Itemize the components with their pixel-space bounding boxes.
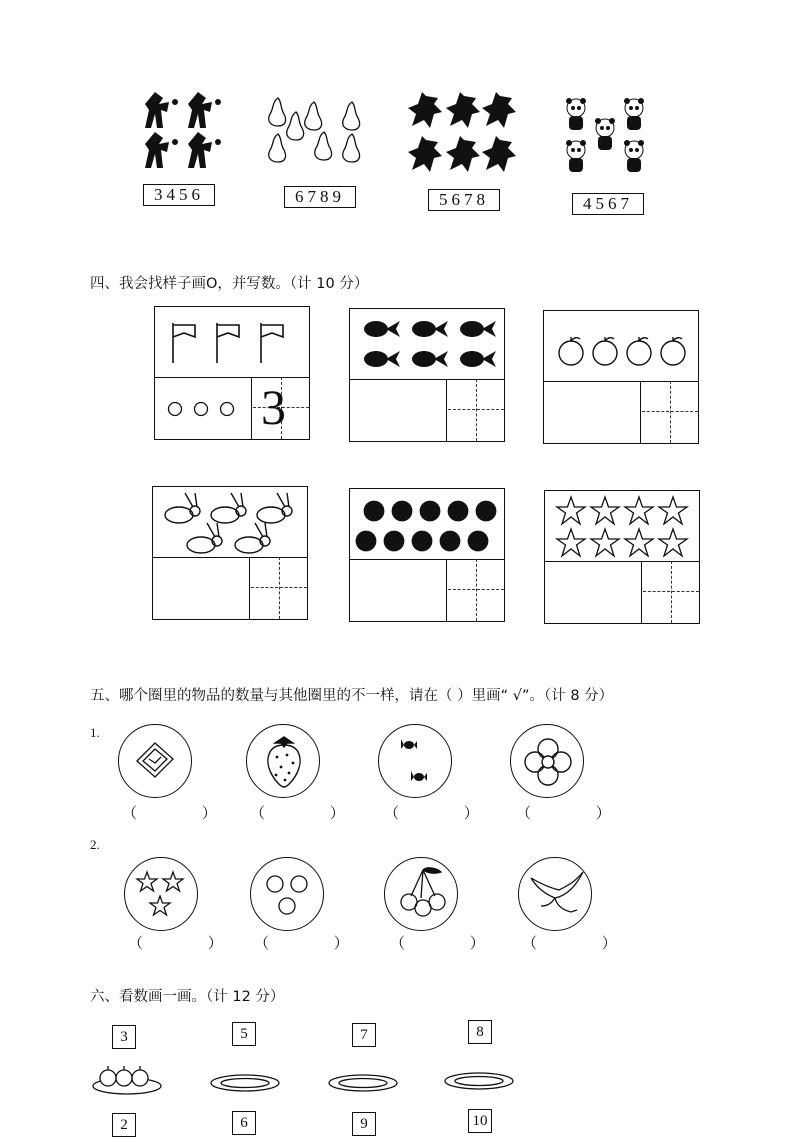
cherry-icon (397, 866, 449, 924)
write-number-box[interactable] (448, 379, 504, 441)
question-number: 2. (90, 837, 100, 852)
circle-bird (518, 857, 592, 931)
section4-title: 四、我会找样子画O，并写数。（计 10 分） (90, 276, 369, 292)
choice-box: 3456 (143, 184, 215, 206)
count-card-rabbits (152, 486, 308, 620)
plate-icon (442, 1070, 516, 1094)
draw-circle-area[interactable] (350, 559, 447, 621)
goldfish-icon (358, 317, 498, 375)
number-box: 3 (112, 1025, 136, 1049)
flag-icon (169, 321, 299, 365)
number-box: 5 (232, 1022, 256, 1046)
count-card-apples (543, 310, 699, 444)
answer-paren[interactable]: （ ） (390, 934, 515, 952)
example-answer: 3 (261, 379, 286, 435)
number-box: 10 (468, 1109, 492, 1133)
answer-paren[interactable]: （ ） (254, 934, 379, 952)
write-number-box[interactable] (448, 559, 504, 621)
section6-title: 六、看数画一画。（计 12 分） (90, 989, 285, 1005)
circle-candy (378, 724, 452, 798)
star-icon (555, 495, 695, 559)
question-number: 1. (90, 725, 100, 740)
flower-icon (523, 737, 573, 787)
number-box: 2 (112, 1113, 136, 1137)
plate-with-apples (90, 1064, 164, 1096)
circle-cherries (384, 857, 458, 931)
draw-circle-area[interactable] (544, 381, 641, 443)
write-number-box[interactable] (253, 377, 309, 439)
choice-box: 5678 (428, 189, 500, 211)
biscuit-icon (133, 739, 177, 783)
circle-biscuit (118, 724, 192, 798)
write-number-box[interactable] (642, 381, 698, 443)
strawberry-icon (263, 735, 305, 789)
circle-strawberry (246, 724, 320, 798)
choice-box: 6789 (284, 186, 356, 208)
draw-circle-area[interactable] (350, 379, 447, 441)
number-box: 8 (468, 1020, 492, 1044)
answer-paren[interactable]: （ ） (516, 804, 641, 822)
plate-icon (326, 1072, 400, 1096)
write-number-box[interactable] (643, 561, 699, 623)
draw-circle-area[interactable] (545, 561, 642, 623)
bird-icon (527, 868, 587, 922)
circle-icon (167, 401, 243, 417)
rabbit-icon (161, 491, 301, 555)
volleyball-icon (354, 499, 504, 557)
write-number-box[interactable] (251, 557, 307, 619)
answer-paren[interactable]: （ ） (250, 804, 375, 822)
apple-icon (556, 335, 692, 367)
windmill-icon (140, 88, 230, 174)
number-box: 7 (352, 1023, 376, 1047)
count-card-flags (154, 306, 310, 440)
answer-paren[interactable]: （ ） (384, 804, 509, 822)
draw-circle-area[interactable] (153, 557, 250, 619)
circle-dots (250, 857, 324, 931)
answer-paren[interactable]: （ ） (128, 934, 253, 952)
circle-flower (510, 724, 584, 798)
star-icon (135, 868, 189, 922)
number-box: 6 (232, 1111, 256, 1135)
plate-icon (208, 1072, 282, 1096)
choice-box: 4567 (572, 193, 644, 215)
panda-icon (562, 96, 652, 180)
count-card-goldfish (349, 308, 505, 442)
candy-icon (395, 733, 439, 791)
pear-icon (266, 96, 366, 166)
number-box: 9 (352, 1112, 376, 1136)
answer-paren[interactable]: （ ） (122, 804, 247, 822)
count-card-stars (544, 490, 700, 624)
section5-title: 五、哪个圈里的物品的数量与其他圈里的不一样，请在（ ）里画“ √”。（计 8 分） (90, 688, 614, 704)
answer-paren[interactable]: （ ） (522, 934, 647, 952)
circle-icon (263, 870, 313, 920)
circle-stars (124, 857, 198, 931)
banana-icon (408, 92, 518, 178)
count-card-volleyballs (349, 488, 505, 622)
